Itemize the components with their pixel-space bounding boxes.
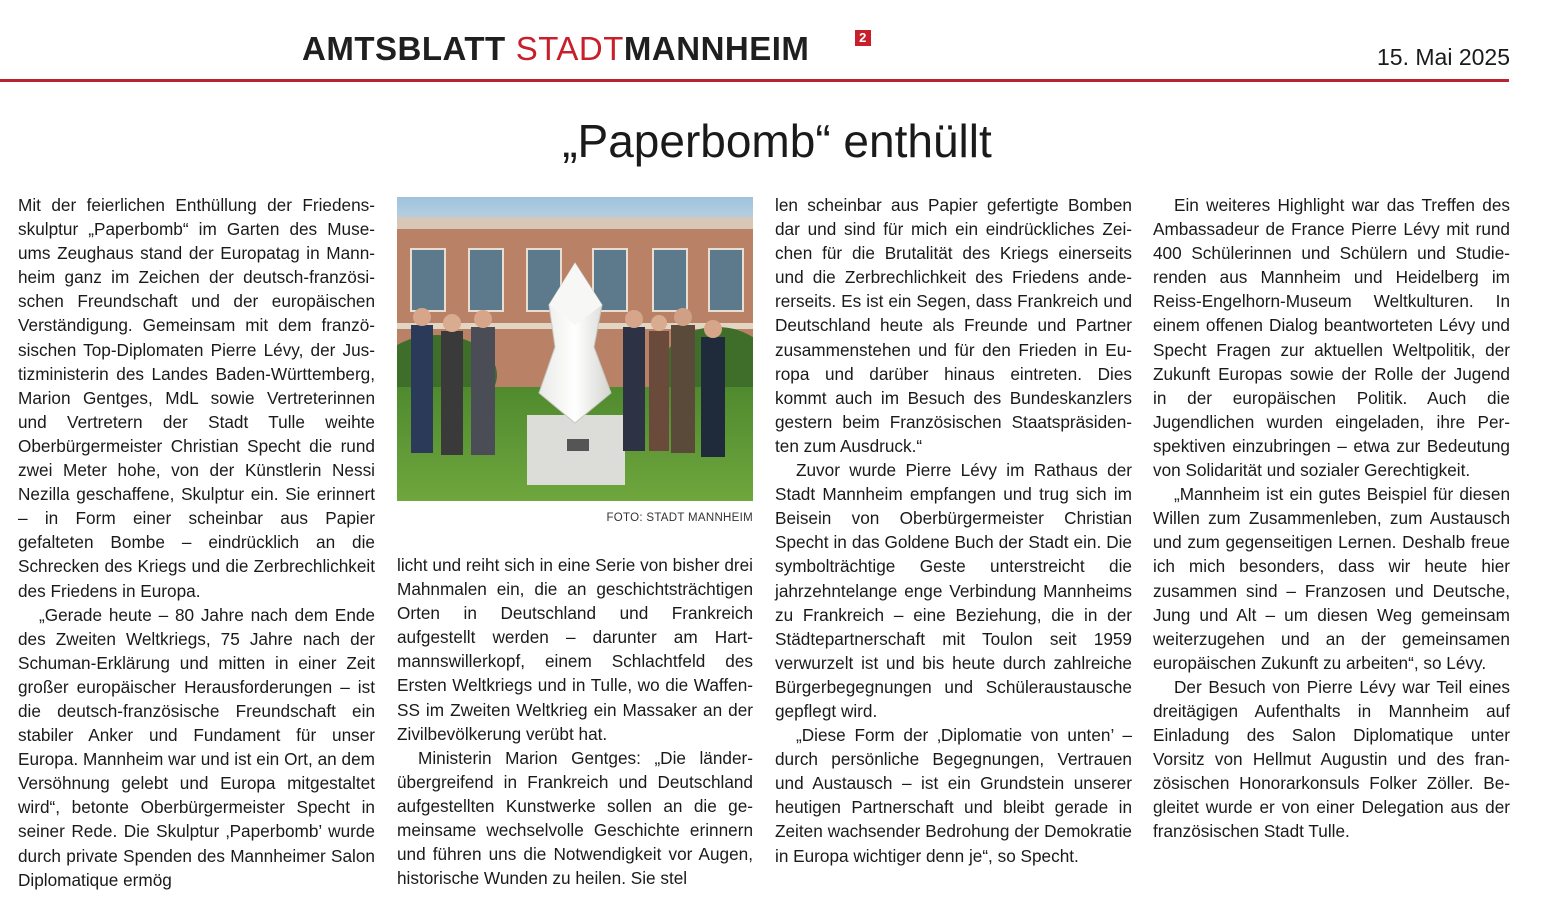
photo-credit: FOTO: STADT MANNHEIM — [606, 512, 753, 524]
paragraph: Zuvor wurde Pierre Lévy im Rathaus der Stadt Mannheim empfangen und trug sich im Beisein von Oberbürgermeister Christian Specht in das Goldene Buch der Stadt ein. Die symbolträchtige Geste unterstreicht die jahrzehntelange enge Verbindung Mannheims zu Frankreich – eine Beziehung, die in der Städtepartnerschaft mit Toulon seit 1959 verwurzelt ist und bis heute durch zahlreiche Bürgerbegegnungen und Schüleraustausche gepflegt wird. — [775, 460, 1132, 721]
paragraph: Mit der feierlichen Enthüllung der Friedensskulptur „Paperbomb“ im Garten des Museums Zeughaus stand der Europatag in Mannheim ganz im Zeichen der deutsch-französischen Freundschaft und der europäischen Verständigung. Gemeinsam mit dem französischen Top-Diplomaten Pierre Lévy, der Justizministerin des Landes Baden-Württemberg, Marion Gentges, MdL sowie Vertreterinnen und Vertretern der Stadt Tulle weihte Oberbürgermeister Christian Specht die rund zwei Meter hohe, von der Künstlerin Nessi Nezilla geschaffene, Skulptur ein. Sie erinnert – in Form einer scheinbar aus Papier gefalteten Bombe – eindrücklich an die Schrecken des Kriegs und die Zerbrechlichkeit des Friedens in Europa. — [18, 195, 375, 601]
paragraph: „Mannheim ist ein gutes Beispiel für diesen Willen zum Zusammenleben, zum Austausch und zum gegenseitigen Lernen. Deshalb freue ich mich besonders, dass wir heute hier zusammen sind – Franzosen und Deutsche, Jung und Alt – um diesen Weg gemeinsam weiterzugehen und an der gemeinsamen europäischen Zukunft zu arbeiten“, so Lévy. — [1153, 484, 1510, 673]
article-column-4 — [1153, 193, 1510, 844]
masthead-badge: 2 — [855, 30, 871, 46]
article-column-3 — [775, 193, 1132, 868]
paragraph: len scheinbar aus Papier gefertigte Bomben dar und sind für mich ein eindrückliches Zeichen für die Brutalität des Kriegs einerseits und die Zerbrechlichkeit des Friedens andererseits. Es ist ein Segen, dass Frankreich und Deutschland heute als Freunde und Partner zusammenstehen und für den Frieden in Europa und darüber hinaus eintreten. Dies kommt auch im Besuch des Bundeskanzlers gestern beim Französischen Staatspräsidenten zum Ausdruck.“ — [775, 195, 1132, 456]
article-column-2 — [397, 553, 753, 890]
header-rule — [0, 79, 1509, 82]
paragraph: „Diese Form der ‚Diplomatie von unten’ – durch persönliche Begegnungen, Vertrauen und Austausch – ist ein Grundstein unserer heutigen Partnerschaft und bleibt gerade in Zeiten wachsender Bedrohung der Demokratie in Europa wichtiger denn je“, so Specht. — [775, 725, 1132, 866]
paragraph: Der Besuch von Pierre Lévy war Teil eines dreitägigen Aufenthalts in Mannheim auf Einladung des Salon Diplomatique unter Vorsitz von Hellmut Augustin und des französischen Honorarkonsuls Folker Zöller. Begleitet wurde er von einer Delegation aus der französischen Stadt Tulle. — [1153, 676, 1510, 842]
article-headline: „Paperbomb“ enthüllt — [562, 115, 992, 167]
paragraph: Ein weiteres Highlight war das Treffen des Ambassadeur de France Pierre Lévy mit rund 400 Schülerinnen und Schülern und Studierenden aus Mannheim und Heidelberg im Reiss-Engelhorn-Museum Weltkulturen. In einem offenen Dialog beantworteten Lévy und Specht Fragen zur aktuellen Weltpolitik, der Zukunft Europas sowie der Rolle der Jugend in der europäischen Politik. Auch die Jugendlichen wurden eingeladen, ihre Perspektiven einzubringen – etwa zur Bedeutung von Solidarität und sozialer Gerechtigkeit. — [1153, 195, 1510, 481]
paragraph: Ministerin Marion Gentges: „Die länderübergreifend in Frankreich und Deutschland aufgestellten Kunstwerke sollen an die gemeinsame wechselvolle Geschichte erinnern und führen uns die Notwendigkeit vor Augen, historische Wunden zu heilen. Sie stel — [397, 747, 753, 889]
masthead — [302, 30, 867, 74]
article-column-1 — [18, 193, 375, 892]
paragraph: „Gerade heute – 80 Jahre nach dem Ende des Zweiten Weltkriegs, 75 Jahre nach der Schuman-Erklärung und mitten in einer Zeit großer europäischer Herausforderungen – ist die deutsch-französische Freundschaft ein stabiler Anker und Fundament für unser Europa. Mannheim war und ist ein Ort, an dem Versöhnung gelebt und Europa mitgestaltet wird“, betonte Oberbürgermeister Specht in seiner Rede. Die Skulptur ‚Paperbomb’ wurde durch private Spenden des Mannheimer Salon Diplomatique ermög — [18, 604, 375, 890]
issue-date: 15. Mai 2025 — [1377, 44, 1510, 70]
masthead-mannheim: MANNHEIM — [623, 30, 810, 67]
photo-sculpture-unveiling — [397, 197, 753, 501]
masthead-amtsblatt: AMTSBLATT — [302, 30, 506, 67]
paragraph: licht und reiht sich in eine Serie von bisher drei Mahnmalen ein, die an geschichtsträchtigen Orten in Deutschland und Frankreich aufgestellt werden – darunter am Hartmannswillerkopf, einem Schlachtfeld des Ersten Weltkriegs und in Tulle, wo die Waffen-SS im Zweiten Weltkrieg ein Massaker an der Zivilbevölkerung verübt hat. — [397, 555, 753, 744]
article-photo — [397, 197, 753, 501]
masthead-stadt: STADT — [515, 30, 624, 67]
